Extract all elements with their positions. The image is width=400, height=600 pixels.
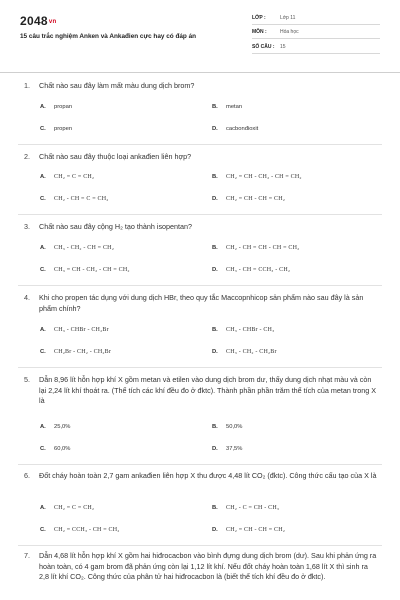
- option-b[interactable]: [212, 424, 242, 430]
- option-d[interactable]: [212, 527, 285, 533]
- option-b[interactable]: [212, 505, 279, 511]
- option-letter: B.: [212, 104, 218, 110]
- option-letter: A.: [40, 327, 46, 333]
- option-c[interactable]: [40, 126, 72, 132]
- option-text: CH₂ = CH - CH₂ - CH = CH₂: [226, 174, 302, 180]
- option-a[interactable]: [40, 424, 70, 430]
- option-c[interactable]: [40, 349, 111, 355]
- meta-value: 15: [280, 44, 286, 50]
- question-number: 6.: [24, 471, 30, 480]
- option-text: CH₂ - CH = C = CH₂: [54, 196, 109, 202]
- option-text: CH₂ = C = CH₂: [54, 174, 95, 180]
- option-c[interactable]: [40, 446, 70, 452]
- option-d[interactable]: [212, 126, 258, 132]
- option-letter: C.: [40, 446, 46, 452]
- option-text: CH₂ = CCH₃ - CH = CH₂: [54, 527, 120, 533]
- meta-key: MÔN :: [252, 29, 267, 35]
- meta-row-count: [252, 44, 286, 50]
- option-c[interactable]: [40, 196, 109, 202]
- option-text: CH₂Br - CH₂ - CH₂Br: [54, 349, 112, 355]
- divider: [18, 144, 382, 145]
- question-text: Chất nào sau đây cộng H₂ tạo thành isopentan?: [39, 222, 193, 231]
- option-text: 50,0%: [226, 424, 243, 430]
- option-letter: C.: [40, 349, 46, 355]
- option-letter: A.: [40, 245, 46, 251]
- option-a[interactable]: [40, 245, 114, 251]
- question-text: Đốt cháy hoàn toàn 2,7 gam ankađien liên hợp X thu được 4,48 lít CO₂ (đktc). Công thức cấu tạo của X là: [39, 471, 377, 480]
- question-1: [24, 81, 380, 92]
- question-number: 3.: [24, 222, 30, 231]
- option-text: metan: [226, 104, 243, 110]
- question-7: [24, 551, 380, 583]
- option-text: CH₃ - CHBr - CH₂Br: [54, 327, 109, 333]
- meta-row-subject: [252, 29, 299, 35]
- divider: [18, 367, 382, 368]
- option-d[interactable]: [212, 446, 242, 452]
- option-b[interactable]: [212, 327, 274, 333]
- option-text: 25,0%: [54, 424, 71, 430]
- option-text: CH₂ = CH - CH = CH₂: [226, 527, 286, 533]
- option-text: CH₂ = C = CH₂: [54, 505, 95, 511]
- question-number: 5.: [24, 375, 30, 384]
- option-letter: C.: [40, 527, 46, 533]
- divider: [252, 24, 380, 25]
- divider: [18, 214, 382, 215]
- option-text: CH₃ - CH₂ - CH = CH₂: [54, 245, 114, 251]
- document-title: 15 câu trắc nghiệm Anken và Ankađien cực hay có đáp án: [20, 33, 197, 40]
- meta-value: Lớp 11: [280, 15, 296, 21]
- option-text: CH₂ = CH - CH = CH₂: [226, 196, 286, 202]
- option-c[interactable]: [40, 527, 120, 533]
- option-letter: D.: [212, 196, 218, 202]
- divider: [18, 285, 382, 286]
- option-text: CH₃ - CH₂ - CH₂Br: [226, 349, 277, 355]
- option-letter: D.: [212, 267, 218, 273]
- divider: [252, 38, 380, 39]
- meta-key: SỐ CÂU :: [252, 44, 275, 50]
- option-letter: A.: [40, 104, 46, 110]
- question-text: Dẫn 4,68 lít hỗn hợp khí X gồm hai hiđrocacbon vào bình đựng dung dịch brom (dư). Sau khi phản ứng ra hoàn toàn, có 4 gam brom đã phản ứng còn lại 1,12 lít khí. Nếu đốt cháy hoàn toàn 1,68 lít X thì sinh ra 2,8 lít khí CO₂. Công thức của phân tử hai hiđrocacbon là (biết thể tích khí đều đo ở đktc).: [39, 551, 377, 581]
- meta-row-class: [252, 15, 295, 21]
- divider: [18, 545, 382, 546]
- option-d[interactable]: [212, 349, 277, 355]
- document-header: [0, 0, 400, 62]
- option-letter: D.: [212, 446, 218, 452]
- option-letter: C.: [40, 267, 46, 273]
- question-3: [24, 222, 380, 233]
- option-letter: C.: [40, 126, 46, 132]
- option-letter: B.: [212, 174, 218, 180]
- option-c[interactable]: [40, 267, 130, 273]
- option-text: propan: [54, 104, 73, 110]
- option-b[interactable]: [212, 174, 302, 180]
- option-b[interactable]: [212, 245, 299, 251]
- question-text: Chất nào sau đây làm mất màu dung dịch brom?: [39, 81, 195, 90]
- question-number: 1.: [24, 81, 30, 90]
- option-letter: D.: [212, 527, 218, 533]
- question-number: 4.: [24, 293, 30, 302]
- option-b[interactable]: [212, 104, 242, 110]
- option-a[interactable]: [40, 174, 94, 180]
- option-d[interactable]: [212, 196, 285, 202]
- divider: [18, 464, 382, 465]
- question-6: [24, 471, 380, 482]
- option-letter: B.: [212, 327, 218, 333]
- option-text: cacbonđioxit: [226, 126, 259, 132]
- option-letter: B.: [212, 424, 218, 430]
- option-a[interactable]: [40, 327, 109, 333]
- option-text: 37,5%: [226, 446, 243, 452]
- question-4: [24, 293, 380, 314]
- option-a[interactable]: [40, 104, 72, 110]
- question-text: Khi cho propen tác dụng với dung dịch HBr, theo quy tắc Maccopnhicop sản phẩm nào sau đây là sản phẩm chính?: [39, 293, 364, 313]
- option-letter: A.: [40, 174, 46, 180]
- question-number: 2.: [24, 152, 30, 161]
- question-text: Chất nào sau đây thuộc loại ankađien liên hợp?: [39, 152, 192, 161]
- site-logo[interactable]: [20, 14, 57, 28]
- question-2: [24, 152, 380, 163]
- logo-suffix: vn: [48, 19, 57, 25]
- option-text: CH₂ - CH = CH - CH = CH₂: [226, 245, 300, 251]
- option-letter: D.: [212, 126, 218, 132]
- option-text: propen: [54, 126, 73, 132]
- logo-text: 2048: [20, 14, 48, 28]
- option-letter: B.: [212, 245, 218, 251]
- option-text: CH₃ - CH = CCH₃ - CH₂: [226, 267, 291, 273]
- option-text: CH₂ - C = CH - CH₃: [226, 505, 280, 511]
- meta-value: Hóa học: [280, 29, 299, 35]
- option-letter: D.: [212, 349, 218, 355]
- option-letter: B.: [212, 505, 218, 511]
- option-text: CH₃ - CHBr - CH₃: [226, 327, 275, 333]
- option-text: 60,0%: [54, 446, 71, 452]
- question-number: 7.: [24, 551, 30, 560]
- option-letter: A.: [40, 505, 46, 511]
- header-divider: [0, 72, 400, 73]
- divider: [252, 53, 380, 54]
- option-letter: A.: [40, 424, 46, 430]
- option-text: CH₃ = CH - CH₂ - CH = CH₂: [54, 267, 130, 273]
- option-letter: C.: [40, 196, 46, 202]
- option-a[interactable]: [40, 505, 94, 511]
- option-d[interactable]: [212, 267, 290, 273]
- question-5: [24, 375, 380, 407]
- question-text: Dẫn 8,96 lít hỗn hợp khí X gồm metan và etilen vào dung dịch brom dư, thấy dung dịch nhạt màu và còn lại 2,24 lít khí thoát ra. (Thể tích các khí đều đo ở đktc). Thành phần phần trăm thể tích của metan trong X là: [39, 375, 376, 405]
- meta-key: LỚP :: [252, 15, 266, 21]
